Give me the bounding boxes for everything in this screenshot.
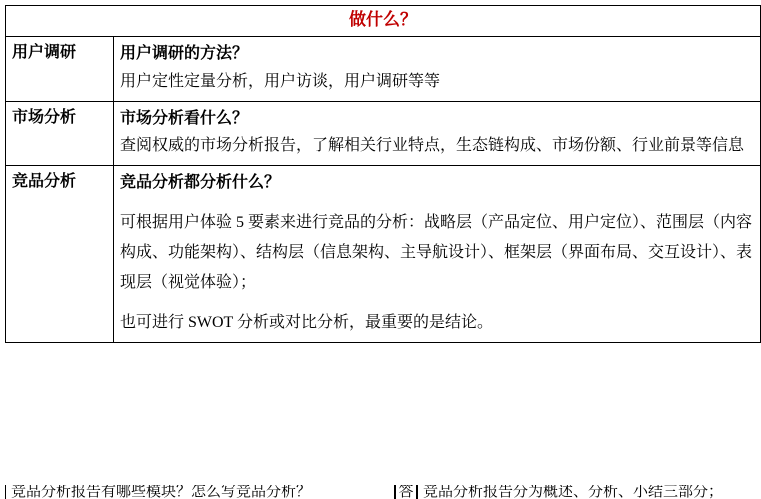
table-title: 做什么？	[6, 6, 761, 37]
next-table-row-partial	[5, 485, 761, 499]
row-label-user-research: 用户调研	[6, 37, 114, 101]
row-question: 竞品分析都分析什么？	[120, 173, 281, 191]
row-question: 用户调研的方法？	[120, 45, 249, 63]
table-row	[6, 101, 761, 165]
row-answer-secondary: 也可进行 SWOT 分析或对比分析，最重要的是结论。	[120, 314, 494, 332]
row-answer-primary: 可根据用户体验 5 要素来进行竞品的分析：战略层（产品定位、用户定位）、范围层（内容构成、功能架构）、结构层（信息架构、主导航设计）、框架层（界面布局、交互设计）、表现层（视觉体验）；	[120, 214, 753, 291]
table-title-row	[6, 6, 761, 37]
row-question: 市场分析看什么？	[120, 109, 249, 127]
table-row	[6, 37, 761, 101]
row-label-market-analysis: 市场分析	[6, 101, 114, 165]
footer-answer-marker: 答	[395, 485, 417, 499]
row-answer: 用户定性定量分析，用户访谈，用户调研等等	[120, 72, 441, 90]
row-content-user-research	[114, 37, 761, 101]
document-page	[0, 5, 761, 499]
row-content-competitor-analysis	[114, 165, 761, 342]
footer-answer: 竞品分析报告分为概述、分析、小结三部分；	[417, 485, 755, 499]
footer-question: 竞品分析报告有哪些模块？怎么写竞品分析？	[5, 485, 395, 499]
row-label-competitor-analysis: 竞品分析	[6, 165, 114, 342]
row-content-market-analysis	[114, 101, 761, 165]
do-what-table	[5, 5, 761, 343]
row-answer: 查阅权威的市场分析报告，了解相关行业特点，生态链构成、市场份额、行业前景等信息	[120, 137, 745, 155]
table-row	[6, 165, 761, 342]
